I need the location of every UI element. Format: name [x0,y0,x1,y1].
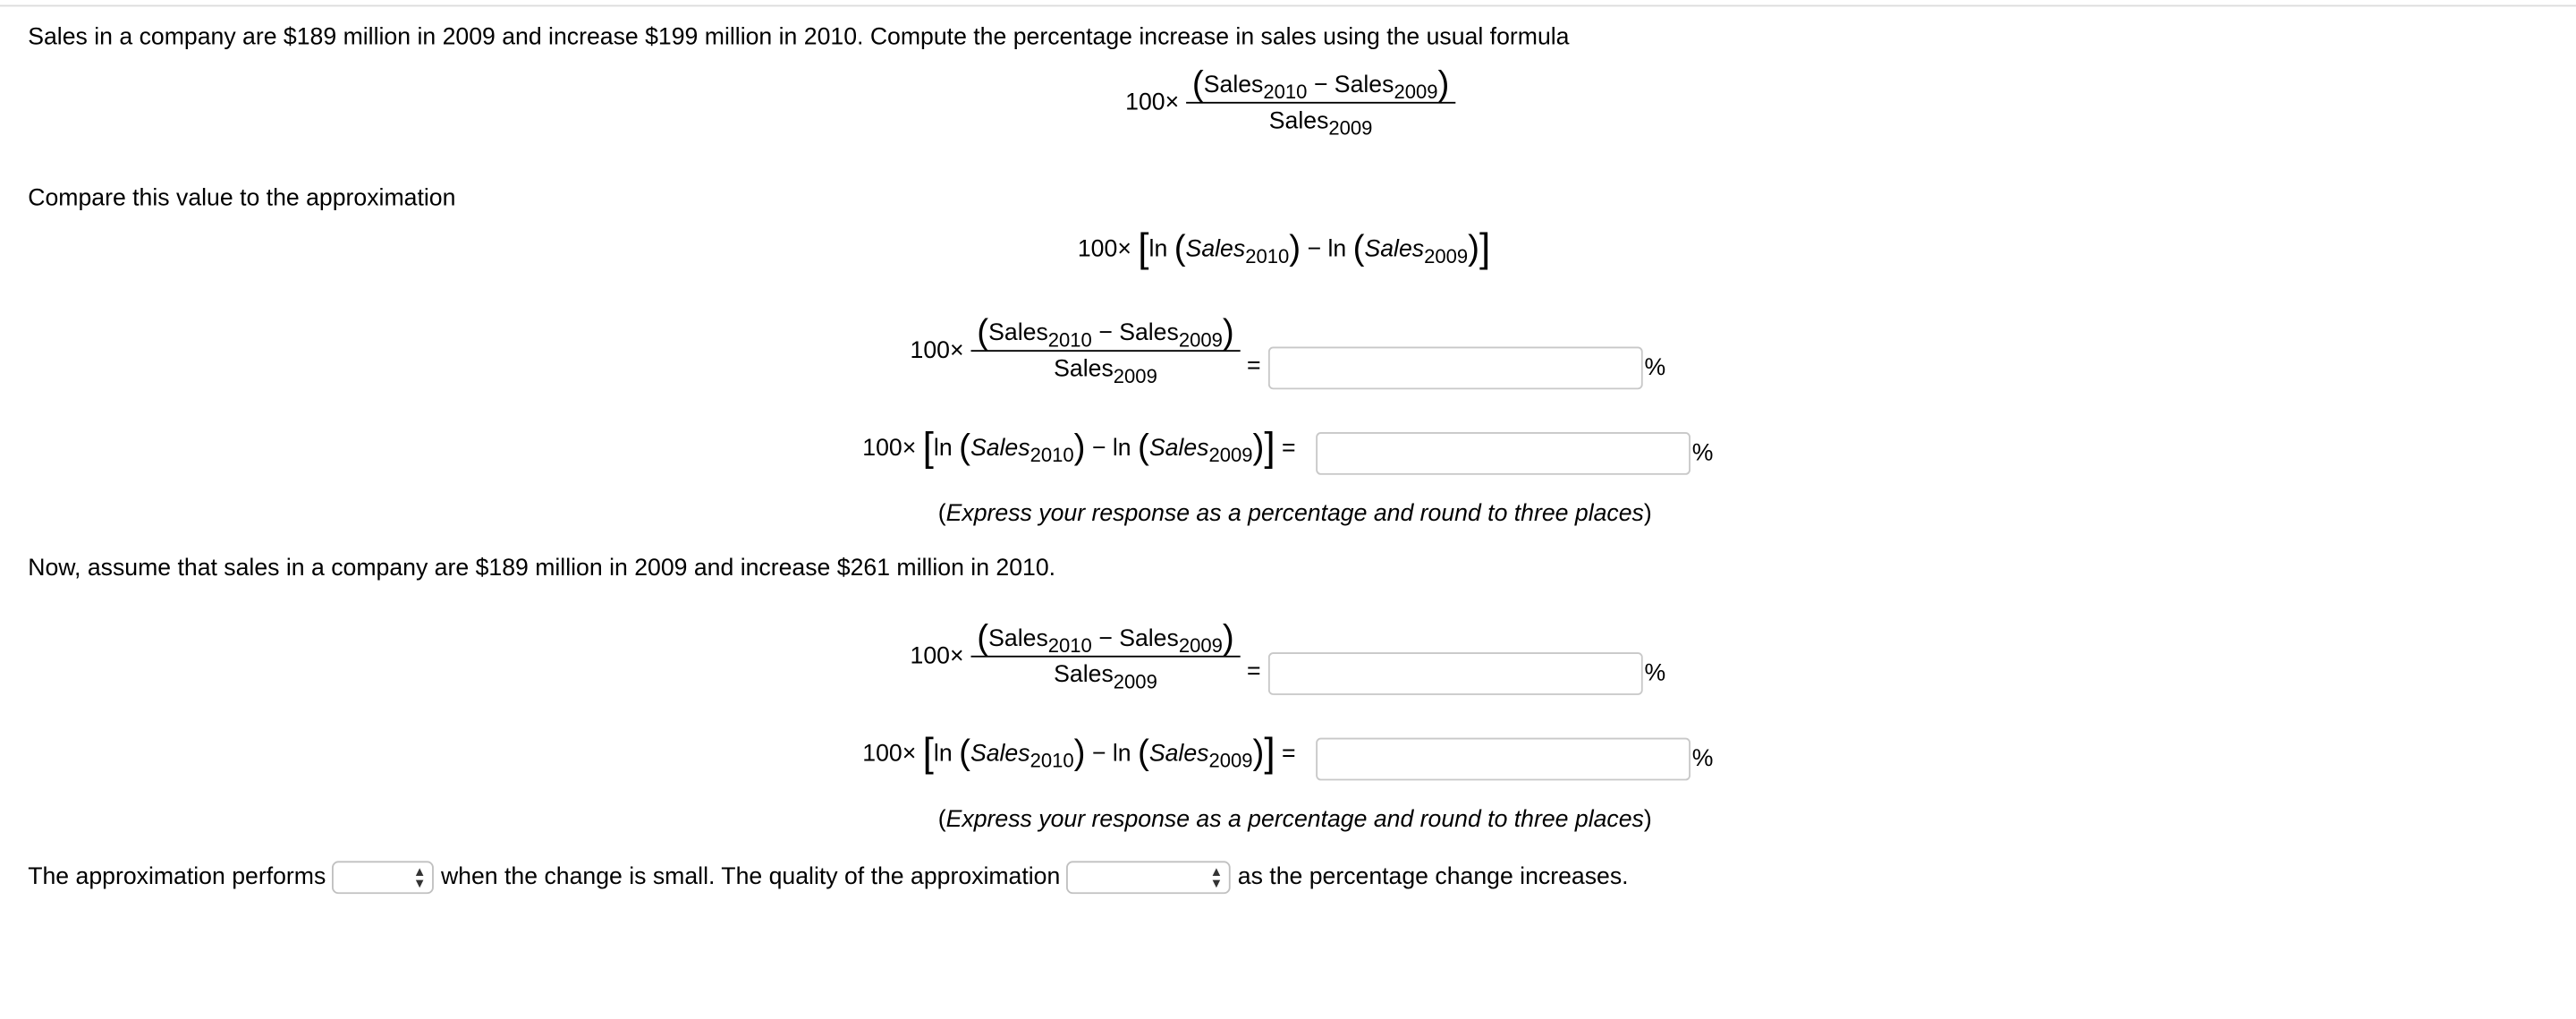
conclusion-sentence [28,861,1628,894]
usual-formula-display: 100× $\frac{(Sales_{2010} - Sales_{2009})}{Sales_{2009}}$ [1125,72,1456,135]
q1-usual-answer-input[interactable] [1268,347,1643,390]
compare-text: Compare this value to the approximation [28,185,456,212]
intro-text: Sales in a company are $189 million in 2009 and increase $199 million in 2010. Compute the percentage increase in sales using the usual formula [28,24,1570,51]
q2-approx-answer-input[interactable] [1316,738,1690,781]
q1-approx-answer-input[interactable] [1316,432,1690,475]
conclusion-text-2: when the change is small. The quality of the approximation [440,863,1061,891]
performance-dropdown[interactable] [333,861,435,894]
q1-usual-equals: = [1247,352,1261,380]
dropdown-arrows-icon: ▲ ▼ [412,864,427,891]
conclusion-text-3: as the percentage change increases. [1237,863,1629,891]
q1-approx-formula: 100× [ln (Sales$_{2010}$) − ln (Sales$_{2009}$)] = [862,425,1296,471]
q1-rounding-instruction: (Express your response as a percentage and round to three places) [937,501,1652,528]
q2-approx-formula: 100× [ln (Sales$_{2010}$) − ln (Sales$_{2009}$)] = [862,731,1296,776]
top-divider [0,5,2576,7]
q1-usual-percent-sign: % [1644,354,1666,382]
q2-approx-percent-sign: % [1691,745,1714,773]
q2-usual-answer-input[interactable] [1268,652,1643,695]
q1-usual-formula: 100× $\frac{(Sales_{2010} - Sales_{2009})}{Sales_{2009}}$ [911,320,1241,383]
quality-dropdown[interactable] [1067,861,1232,894]
q2-rounding-instruction: (Express your response as a percentage and round to three places) [937,806,1652,834]
q2-usual-equals: = [1247,658,1261,685]
q2-usual-formula: 100× $\frac{(Sales_{2010} - Sales_{2009})}{Sales_{2009}}$ [911,626,1241,689]
conclusion-text-1: The approximation performs [28,863,326,891]
approx-formula-display: 100× [ln (Sales$_{2010}$) − ln (Sales$_{2009}$)] [1077,226,1491,272]
q1-approx-percent-sign: % [1691,440,1714,467]
dropdown-arrows-icon: ▲ ▼ [1209,864,1224,891]
part2-text: Now, assume that sales in a company are $189 million in 2009 and increase $261 million in 2010. [28,555,1056,582]
q2-usual-percent-sign: % [1644,660,1666,687]
